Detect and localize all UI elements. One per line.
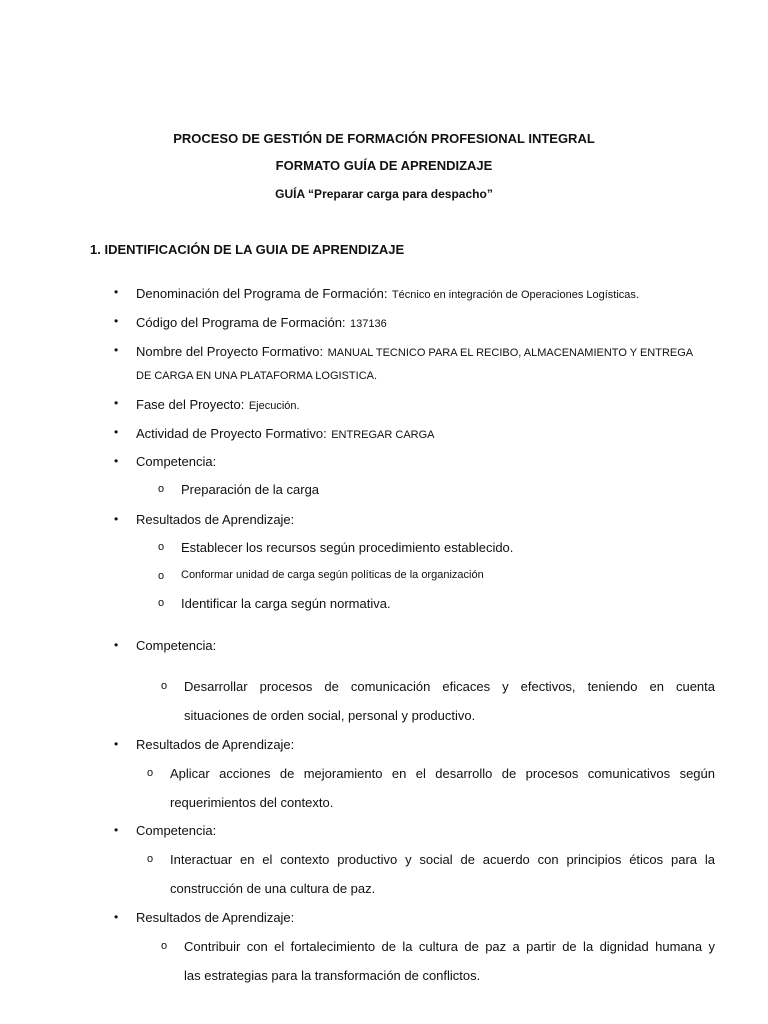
bullet-icon: • xyxy=(114,343,119,357)
result-1b: Conformar unidad de carga según políticas de la organización xyxy=(181,569,484,581)
bullet-icon: • xyxy=(114,425,119,439)
project-name-value-line2: DE CARGA EN UNA PLATAFORMA LOGISTICA. xyxy=(136,370,378,382)
competency-1-label: Competencia: xyxy=(136,454,217,469)
circle-bullet-icon: o xyxy=(147,853,154,865)
program-name-item xyxy=(136,285,639,303)
bullet-icon: • xyxy=(114,638,119,652)
competency-2-line1: Desarrollar procesos de comunicación eficaces y efectivos, teniendo en cuenta xyxy=(184,679,715,694)
results-2-label: Resultados de Aprendizaje: xyxy=(136,737,295,752)
bullet-icon: • xyxy=(114,314,119,328)
result-1c: Identificar la carga según normativa. xyxy=(181,596,391,611)
result-3-line1: Contribuir con el fortalecimiento de la cultura de paz a partir de la dignidad humana y xyxy=(184,939,715,954)
bullet-icon: • xyxy=(114,285,119,299)
bullet-icon: • xyxy=(114,396,119,410)
competency-1-value: Preparación de la carga xyxy=(181,482,320,497)
circle-bullet-icon: o xyxy=(147,767,154,779)
program-code-value: 137136 xyxy=(350,318,387,330)
circle-bullet-icon: o xyxy=(158,483,165,495)
project-activity-value: ENTREGAR CARGA xyxy=(331,429,435,441)
header-format-title: FORMATO GUÍA DE APRENDIZAJE xyxy=(275,158,493,173)
circle-bullet-icon: o xyxy=(158,541,165,553)
section-title: 1. IDENTIFICACIÓN DE LA GUIA DE APRENDIZAJE xyxy=(90,242,405,257)
competency-2-line2: situaciones de orden social, personal y productivo. xyxy=(184,708,476,723)
result-2-line2: requerimientos del contexto. xyxy=(170,795,334,810)
result-1a: Establecer los recursos según procedimiento establecido. xyxy=(181,540,514,555)
circle-bullet-icon: o xyxy=(158,597,165,609)
project-name-item xyxy=(136,343,693,361)
project-name-label: Nombre del Proyecto Formativo: xyxy=(136,344,324,359)
competency-3-line2: construcción de una cultura de paz. xyxy=(170,881,376,896)
circle-bullet-icon: o xyxy=(161,680,168,692)
header-guide-title: GUÍA “Preparar carga para despacho” xyxy=(275,187,493,201)
project-phase-label: Fase del Proyecto: xyxy=(136,397,245,412)
competency-3-label: Competencia: xyxy=(136,823,217,838)
program-name-label: Denominación del Programa de Formación: xyxy=(136,286,388,301)
program-name-value: Técnico en integración de Operaciones Logísticas. xyxy=(391,289,639,301)
project-activity-label: Actividad de Proyecto Formativo: xyxy=(136,426,327,441)
bullet-icon: • xyxy=(114,823,119,837)
bullet-icon: • xyxy=(114,737,119,751)
bullet-icon: • xyxy=(114,910,119,924)
project-phase-item xyxy=(136,396,300,414)
results-1-label: Resultados de Aprendizaje: xyxy=(136,512,295,527)
results-3-label: Resultados de Aprendizaje: xyxy=(136,910,295,925)
competency-2-label: Competencia: xyxy=(136,638,217,653)
bullet-icon: • xyxy=(114,512,119,526)
project-phase-value: Ejecución. xyxy=(248,400,300,412)
competency-3-line1: Interactuar en el contexto productivo y social de acuerdo con principios éticos para la xyxy=(170,852,715,867)
bullet-icon: • xyxy=(114,454,119,468)
result-3-line2: las estrategias para la transformación de conflictos. xyxy=(184,968,481,983)
program-code-item xyxy=(136,314,387,332)
result-2-line1: Aplicar acciones de mejoramiento en el desarrollo de procesos comunicativos según xyxy=(170,766,715,781)
project-name-value-line1: MANUAL TECNICO PARA EL RECIBO, ALMACENAMIENTO Y ENTREGA xyxy=(327,347,694,359)
program-code-label: Código del Programa de Formación: xyxy=(136,315,346,330)
circle-bullet-icon: o xyxy=(161,940,168,952)
project-activity-item xyxy=(136,425,435,443)
circle-bullet-icon: o xyxy=(158,570,165,582)
header-process-title: PROCESO DE GESTIÓN DE FORMACIÓN PROFESIONAL INTEGRAL xyxy=(173,131,595,146)
